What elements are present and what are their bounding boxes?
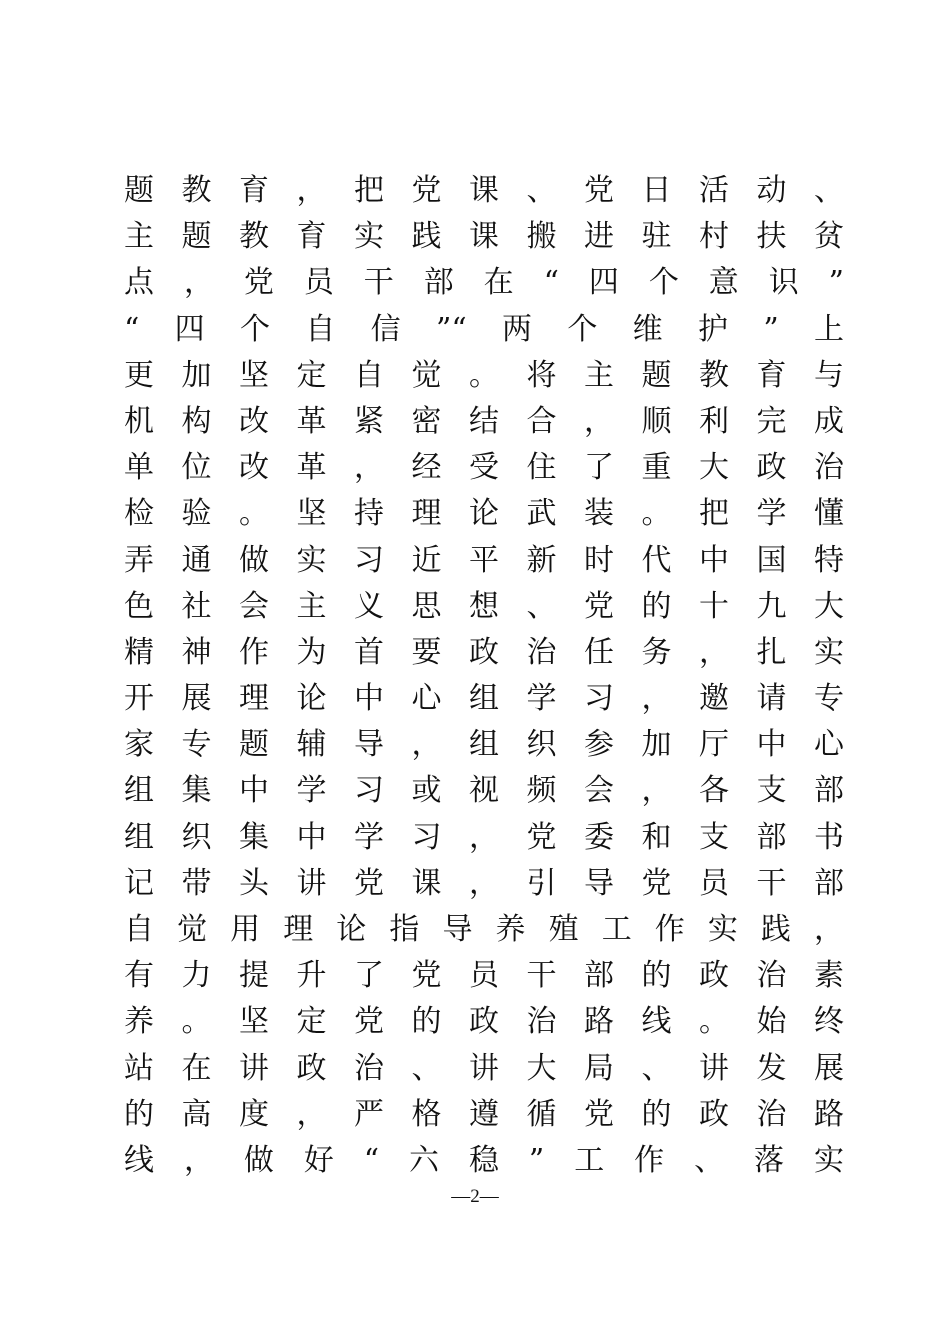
text-line: 主题教育实践课搬进驻村扶贫 — [124, 219, 844, 255]
text-line: 更加坚定自觉。将主题教育与 — [124, 357, 844, 393]
text-line: 检验。坚持理论武装。把学懂 — [124, 496, 844, 532]
text-line: 色社会主义思想、党的十九大 — [124, 588, 844, 624]
text-line: 单位改革，经受住了重大政治 — [124, 450, 844, 486]
body-text — [124, 168, 844, 1184]
text-line: 弄通做实习近平新时代中国特 — [124, 542, 844, 578]
text-line: 站在讲政治、讲大局、讲发展 — [124, 1050, 844, 1086]
text-line: 的高度，严格遵循党的政治路 — [124, 1096, 844, 1132]
text-line: 机构改革紧密结合，顺利完成 — [124, 403, 844, 439]
text-line: 题教育，把党课、党日活动、 — [124, 173, 844, 208]
text-line: 精神作为首要政治任务，扎实 — [124, 634, 844, 670]
text-line: 开展理论中心组学习，邀请专 — [124, 681, 844, 717]
text-line: 组织集中学习，党委和支部书 — [124, 819, 844, 855]
text-line: 记带头讲党课，引导党员干部 — [124, 865, 844, 901]
page-number: —2— — [451, 1186, 499, 1207]
text-line: 点，党员干部在“四个意识” — [124, 265, 844, 301]
text-line: 组集中学习或视频会，各支部 — [124, 773, 844, 809]
text-line: 家专题辅导，组织参加厅中心 — [124, 727, 844, 763]
text-line: 有力提升了党员干部的政治素 — [124, 958, 844, 994]
text-line: 线，做好“六稳”工作、落实 — [124, 1142, 844, 1178]
text-line: “四个自信”“两个维护”上 — [124, 311, 844, 347]
text-line: 自觉用理论指导养殖工作实践， — [124, 912, 844, 947]
text-line: 养。坚定党的政治路线。始终 — [124, 1004, 844, 1040]
